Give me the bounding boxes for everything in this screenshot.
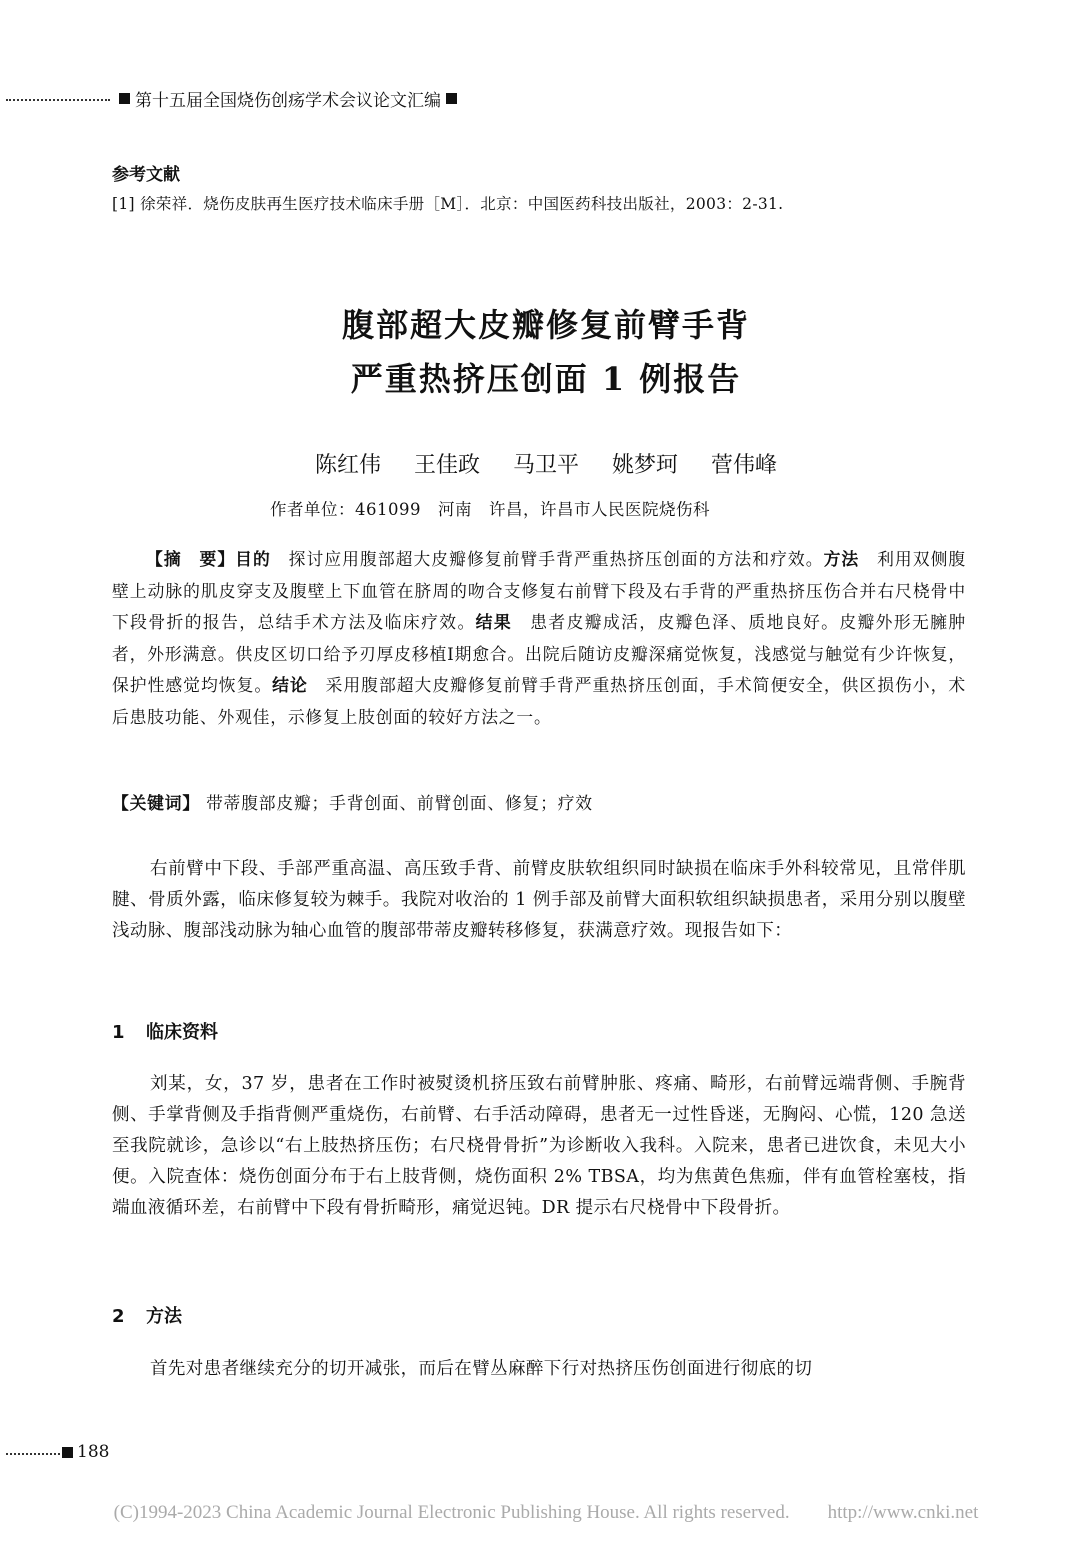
- abstract: [112, 544, 966, 733]
- leader-dots: [6, 99, 110, 101]
- section-heading: [112, 1018, 218, 1044]
- author-list: [0, 448, 1092, 479]
- author-affiliation: 作者单位：461099 河南 许昌，许昌市人民医院烧伤科: [270, 500, 710, 519]
- keywords-label: 【关键词】: [112, 793, 200, 813]
- intro-paragraph: 右前臂中下段、手部严重高温、高压致手背、前臂皮肤软组织同时缺损在临床手外科较常见，且常伴肌腱、骨质外露，临床修复较为棘手。我院对收治的 1 例手部及前臂大面积软组织缺损患者，采用分别以腹壁浅动脉、腹部浅动脉为轴心血管的腹部带蒂皮瓣转移修复，获满意疗效。现报告如下：: [112, 859, 966, 941]
- objective-text: 探讨应用腹部超大皮瓣修复前臂手背严重热挤压创面的方法和疗效。: [288, 549, 824, 569]
- objective-label: 目的: [235, 549, 271, 569]
- running-head-text: 第十五届全国烧伤创疡学术会议论文汇编: [135, 90, 441, 111]
- author-name: 陈红伟: [314, 453, 381, 478]
- method-label: 方法: [823, 549, 860, 569]
- section-paragraph: 刘某，女，37 岁，患者在工作时被熨烫机挤压致右前臂肿胀、疼痛、畸形，右前臂远端背侧、手腕背侧、手掌背侧及手指背侧严重烧伤，右前臂、右手活动障碍，患者无一过性昏迷，无胸闷、心慌，120 急送至我院就诊，急诊以“右上肢热挤压伤；右尺桡骨骨折”为诊断收入我科。入院来，患者已进饮食，未见大小便。入院查体：烧伤创面分布于右上肢背侧，烧伤面积 2% TBSA，均为焦黄色焦痂，伴有血管栓塞枝，指端血液循环差，右前臂中下段有骨折畸形，痛觉迟钝。DR 提示右尺桡骨中下段骨折。: [112, 1074, 966, 1218]
- result-label: 结果: [475, 612, 513, 632]
- square-bullet-icon: [119, 93, 130, 104]
- author-name: 菅伟峰: [711, 453, 778, 478]
- conclusion-text: 采用腹部超大皮瓣修复前臂手背严重热挤压创面，手术简便安全，供区损伤小，术后患肢功能、外观佳，示修复上肢创面的较好方法之一。: [112, 675, 966, 727]
- paper-title-line-1: 腹部超大皮瓣修复前臂手背: [341, 306, 750, 344]
- section-heading: [112, 1302, 182, 1328]
- reference-item: [1] 徐荣祥．烧伤皮肤再生医疗技术临床手册［M］．北京：中国医药科技出版社，2003：2-31.: [112, 195, 784, 213]
- running-head: [6, 86, 526, 110]
- square-bullet-icon: [446, 93, 457, 104]
- page-number: 188: [77, 1442, 110, 1462]
- copyright-notice: (C)1994-2023 China Academic Journal Electronic Publishing House. All rights reserved. http://www.cnki.net: [113, 1502, 979, 1523]
- section-number: 1: [112, 1022, 125, 1043]
- author-name: 马卫平: [512, 453, 579, 478]
- keywords-text: 带蒂腹部皮瓣；手背创面、前臂创面、修复；疗效: [206, 793, 593, 813]
- method-text: 利用双侧腹壁上动脉的肌皮穿支及腹壁上下血管在脐周的吻合支修复右前臂下段及右手背的严重热挤压伤合并右尺桡骨中下段骨折的报告，总结手术方法及临床疗效。: [112, 549, 966, 632]
- author-name: 王佳政: [413, 453, 480, 478]
- section-number: 2: [112, 1306, 125, 1327]
- conclusion-label: 结论: [272, 675, 308, 695]
- result-text: 患者皮瓣成活，皮瓣色泽、质地良好。皮瓣外形无臃肿者，外形满意。供皮区切口给予刃厚皮移植Ⅰ期愈合。出院后随访皮瓣深痛觉恢复，浅感觉与触觉有少许恢复，保护性感觉均恢复。: [112, 612, 966, 695]
- section-title: 临床资料: [146, 1022, 218, 1043]
- section-paragraph: 首先对患者继续充分的切开减张，而后在臂丛麻醉下行对热挤压伤创面进行彻底的切: [150, 1359, 813, 1379]
- page-footer: [6, 1440, 109, 1464]
- leader-dots: [6, 1453, 60, 1455]
- abstract-label: 【摘 要】: [146, 549, 236, 569]
- section-title: 方法: [146, 1306, 182, 1327]
- references-heading: 参考文献: [112, 165, 180, 185]
- author-name: 姚梦珂: [612, 453, 679, 478]
- keywords: [112, 790, 593, 814]
- square-bullet-icon: [62, 1447, 73, 1458]
- paper-title-line-2: 严重热挤压创面 1 例报告: [350, 360, 742, 398]
